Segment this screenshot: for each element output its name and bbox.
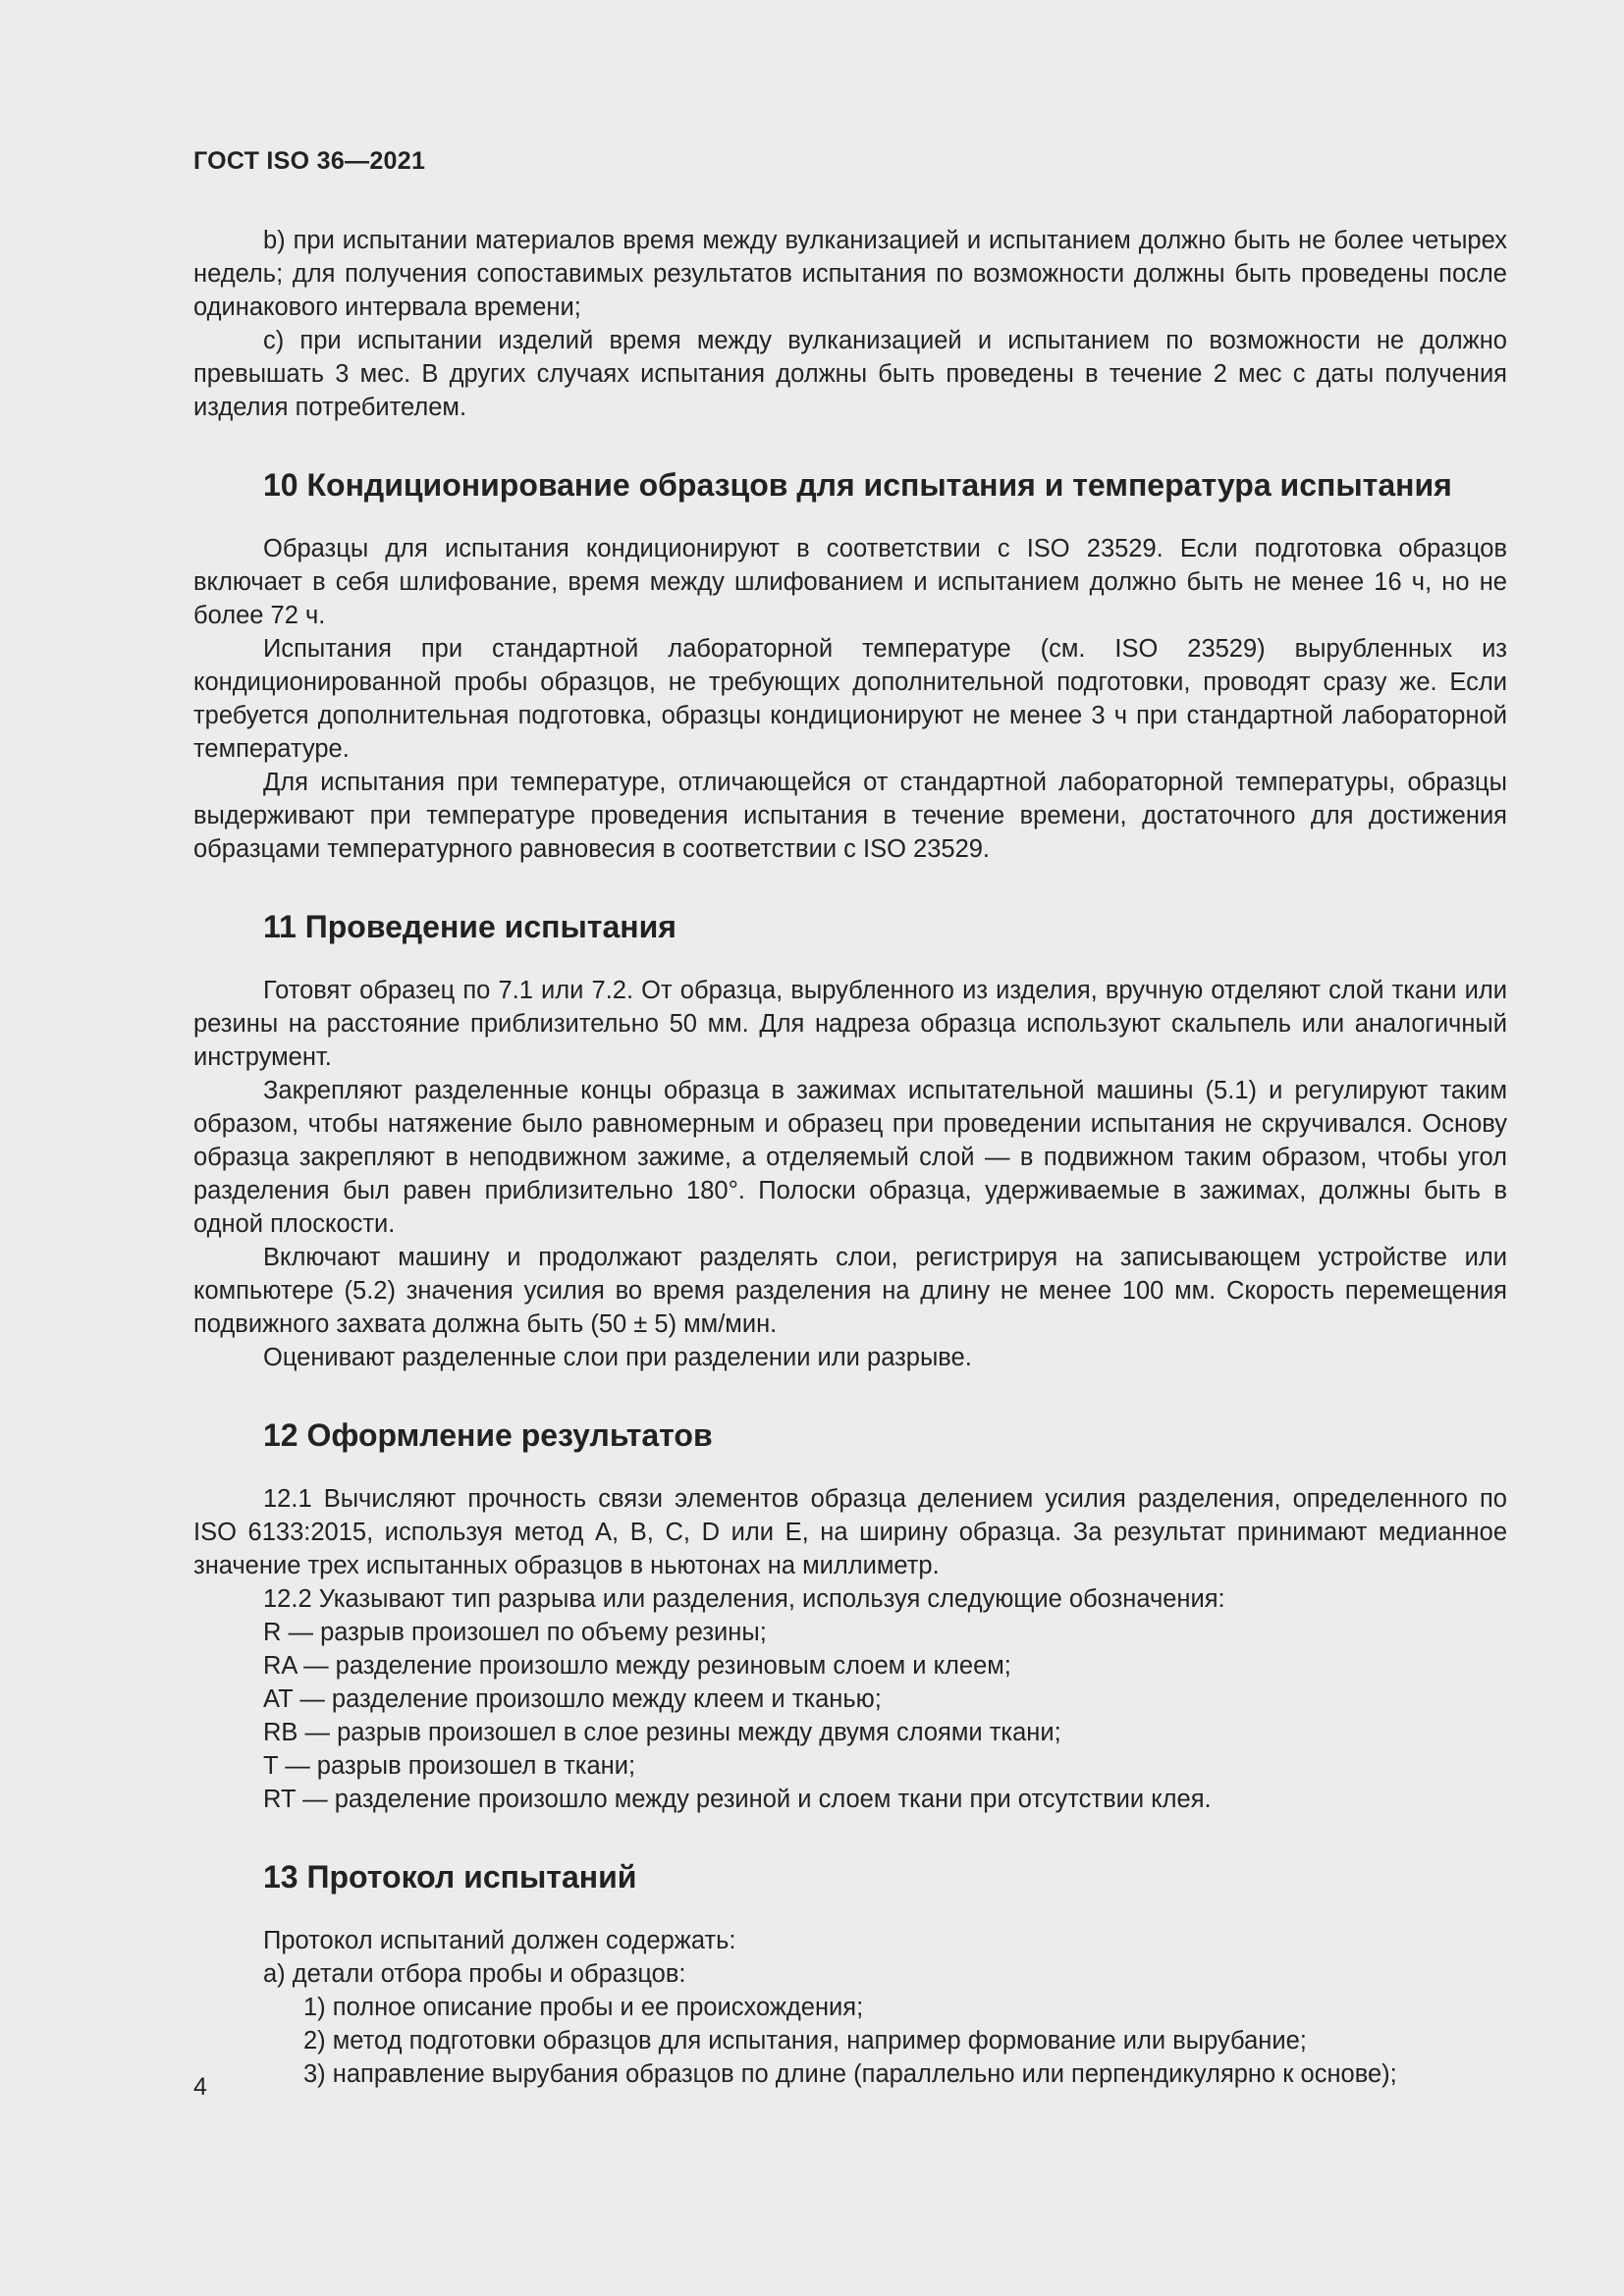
list-item: AT — разделение произошло между клеем и тканью; [263, 1685, 882, 1713]
list-item: RA — разделение произошло между резиновым слоем и клеем; [263, 1652, 1011, 1680]
section-10-title: 10 Кондиционирование образцов для испытания и температура испытания [263, 467, 1452, 503]
list-item: 2) метод подготовки образцов для испытания, например формование или вырубание; [303, 2027, 1307, 2055]
s11-paragraph-3: Включают машину и продолжают разделять слои, регистрируя на записывающем устройстве или компьютере (5.2) значения усилия во время разделения на длину не менее 100 мм. Скорость перемещения подвижного захвата должна быть (50 ± 5) мм/мин. [193, 1244, 1507, 1338]
s10-paragraph-3: Для испытания при температуре, отличающейся от стандартной лабораторной температуры, образцы выдерживают при температуре проведения испытания в течение времени, достаточного для достижения образцами температурного равновесия в соответствии с ISO 23529. [193, 769, 1507, 863]
list-item: 1) полное описание пробы и ее происхождения; [303, 1994, 864, 2021]
s12-paragraph-2: 12.2 Указывают тип разрыва или разделения, используя следующие обозначения: [263, 1585, 1225, 1613]
s11-paragraph-2: Закрепляют разделенные концы образца в зажимах испытательной машины (5.1) и регулируют таким образом, чтобы натяжение было равномерным и образец при проведении испытания не скручивался. Основу образца закрепляют в неподвижном зажиме, а отделяемый слой — в подвижном таким образом, чтобы угол разделения был равен приблизительно 180°. Полоски образца, удерживаемые в зажимах, должны быть в одной плоскости. [193, 1077, 1507, 1238]
list-item: R — разрыв произошел по объему резины; [263, 1619, 767, 1646]
list-item: 3) направление вырубания образцов по длине (параллельно или перпендикулярно к основе); [303, 2060, 1397, 2088]
s10-paragraph-2: Испытания при стандартной лабораторной температуре (см. ISO 23529) вырубленных из кондиционированной пробы образцов, не требующих дополнительной подготовки, проводят сразу же. Если требуется дополнительная подготовка, образцы кондиционируют не менее 3 ч при стандартной лабораторной температуре. [193, 635, 1507, 763]
s11-paragraph-4: Оценивают разделенные слои при разделении или разрыве. [263, 1344, 972, 1371]
list-item: T — разрыв произошел в ткани; [263, 1752, 636, 1780]
list-item: RB — разрыв произошел в слое резины между двумя слоями ткани; [263, 1719, 1061, 1746]
section-13-title: 13 Протокол испытаний [263, 1859, 637, 1895]
s11-paragraph-1: Готовят образец по 7.1 или 7.2. От образца, вырубленного из изделия, вручную отделяют слой ткани или резины на расстояние приблизительно 50 мм. Для надреза образца используют скальпель или аналогичный инструмент. [193, 977, 1507, 1071]
s10-paragraph-1: Образцы для испытания кондиционируют в соответствии с ISO 23529. Если подготовка образцов включает в себя шлифование, время между шлифованием и испытанием должно быть не менее 16 ч, но не более 72 ч. [193, 535, 1507, 629]
document-header: ГОСТ ISO 36—2021 [193, 147, 426, 175]
item-b: b) при испытании материалов время между вулканизацией и испытанием должно быть не более четырех недель; для получения сопоставимых результатов испытания по возможности должны быть проведены после одинакового интервала времени; [193, 227, 1507, 321]
section-11-title: 11 Проведение испытания [263, 909, 677, 944]
section-12-title: 12 Оформление результатов [263, 1417, 713, 1453]
s13-item-a: a) детали отбора пробы и образцов: [263, 1960, 686, 1988]
s12-paragraph-1: 12.1 Вычисляют прочность связи элементов образца делением усилия разделения, определенного по ISO 6133:2015, используя метод A, B, C, D или E, на ширину образца. За результат принимают медианное значение трех испытанных образцов в ньютонах на миллиметр. [193, 1485, 1507, 1579]
page-number: 4 [193, 2073, 207, 2101]
list-item: RT — разделение произошло между резиной и слоем ткани при отсутствии клея. [263, 1786, 1212, 1813]
document-body [193, 224, 1507, 2091]
s13-paragraph-1: Протокол испытаний должен содержать: [263, 1927, 736, 1954]
item-c: c) при испытании изделий время между вулканизацией и испытанием по возможности не должно превышать 3 мес. В других случаях испытания должны быть проведены в течение 2 мес с даты получения изделия потребителем. [193, 327, 1507, 421]
